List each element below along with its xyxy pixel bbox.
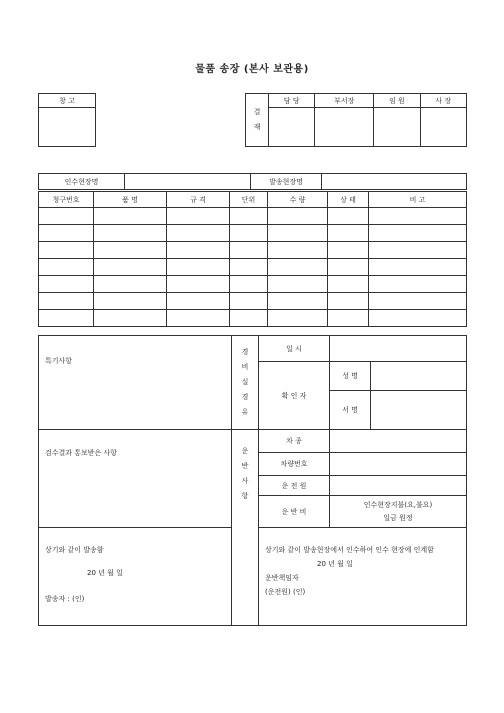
- approval-sign-manager[interactable]: [269, 108, 315, 147]
- vehicle-number-label: 차량번호: [259, 453, 330, 476]
- name-field[interactable]: [371, 362, 467, 391]
- footer-left-date[interactable]: 20 년 월 일: [87, 569, 123, 577]
- driver-field[interactable]: [330, 476, 467, 496]
- col-request-no: 청구번호: [39, 192, 94, 208]
- col-quantity: 수 량: [268, 192, 328, 208]
- site-header: [38, 173, 467, 190]
- date-field[interactable]: [330, 336, 467, 362]
- footer-left-statement: 상기와 같이 발송함: [45, 546, 104, 554]
- approval-col-manager: 담 당: [269, 94, 315, 108]
- name-label: 성 명: [330, 362, 371, 391]
- approval-col-dept-head: 부서장: [315, 94, 374, 108]
- footer-right-date[interactable]: 20 년 월 일: [317, 560, 353, 568]
- date-label: 일 시: [259, 336, 330, 362]
- warehouse-label: 창 고: [39, 94, 96, 108]
- approval-char: 결: [253, 108, 261, 116]
- transport-fee-label: 운 반 비: [259, 496, 330, 528]
- sign-field[interactable]: [371, 391, 467, 430]
- footer-left: [39, 528, 232, 626]
- special-notes-label: 특기사항: [45, 357, 73, 365]
- lower-section: [38, 335, 467, 626]
- vehicle-type-field[interactable]: [330, 430, 467, 453]
- table-row: [39, 310, 467, 327]
- warehouse-box: [38, 93, 96, 147]
- approval-box: [245, 93, 467, 147]
- footer-right-statement: 상기와 같이 발송현장에서 인수하여 인수 현장에 인계함: [265, 546, 434, 554]
- confirmer-label: 확 인 자: [259, 362, 330, 430]
- inspection-label: 검수결과 통보받은 사항: [45, 449, 118, 457]
- approval-col-executive: 임 원: [374, 94, 420, 108]
- warehouse-field[interactable]: [39, 108, 96, 147]
- footer-right-responsible: 운반책임자: [265, 574, 299, 582]
- footer-left-sender[interactable]: 발송자 : (인): [45, 595, 85, 603]
- table-row: [39, 276, 467, 293]
- driver-label: 운 전 원: [259, 476, 330, 496]
- items-table: [38, 191, 467, 327]
- approval-sign-executive[interactable]: [374, 108, 420, 147]
- footer-right-driver[interactable]: (운전원) (인): [265, 588, 306, 596]
- send-site-label: 발송현장명: [251, 174, 322, 190]
- table-row: [39, 225, 467, 242]
- approval-sign-president[interactable]: [420, 108, 466, 147]
- col-status: 상 태: [328, 192, 369, 208]
- footer-right: [259, 528, 467, 626]
- fee-note-line1: 인수현장지불(요,불요): [363, 500, 433, 509]
- page-title: 물품 송장 (본사 보관용): [195, 64, 309, 75]
- approval-char: 재: [253, 123, 261, 131]
- approval-col-president: 사 장: [420, 94, 466, 108]
- col-spec: 규 격: [167, 192, 230, 208]
- receive-site-field[interactable]: [125, 174, 251, 190]
- receive-site-label: 인수현장명: [39, 174, 125, 190]
- vehicle-type-label: 차 종: [259, 430, 330, 453]
- fee-note-line2: 일금 원정: [383, 513, 413, 522]
- table-row: [39, 259, 467, 276]
- col-unit: 단위: [230, 192, 268, 208]
- inspection-field[interactable]: [39, 430, 232, 528]
- transport-fee-field[interactable]: [330, 496, 467, 528]
- table-row: [39, 293, 467, 310]
- table-row: [39, 208, 467, 225]
- send-site-field[interactable]: [322, 174, 467, 190]
- approval-label: [246, 94, 269, 147]
- items-header-row: [39, 192, 467, 208]
- col-item-name: 품 명: [94, 192, 167, 208]
- transport-label: 운 반 사 항: [232, 430, 259, 626]
- special-notes-field[interactable]: [39, 336, 232, 430]
- expense-label: 경 비 실 경 유: [232, 336, 259, 430]
- vehicle-number-field[interactable]: [330, 453, 467, 476]
- col-remarks: 비 고: [369, 192, 467, 208]
- sign-label: 서 명: [330, 391, 371, 430]
- table-row: [39, 242, 467, 259]
- approval-sign-dept-head[interactable]: [315, 108, 374, 147]
